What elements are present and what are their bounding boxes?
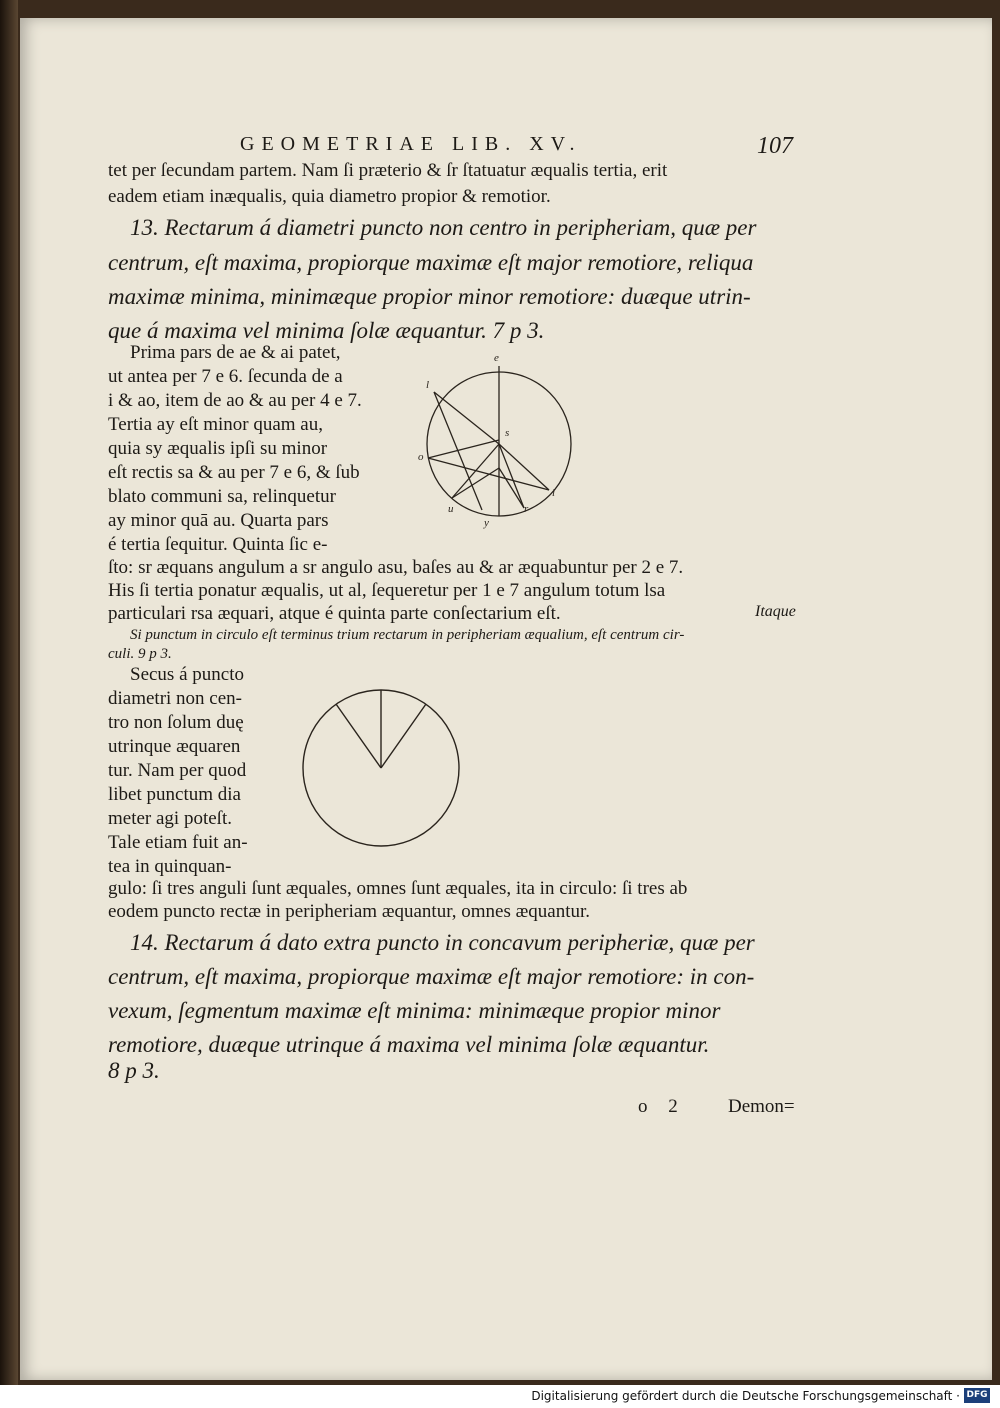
proposition-line: centrum, eſt maxima, propiorque maximæ eſt major remotiore, reliqua bbox=[108, 250, 754, 275]
figure-label: y bbox=[484, 517, 489, 529]
proof-line: utrinque æquaren bbox=[108, 736, 241, 757]
figure-label: s bbox=[505, 427, 510, 439]
proof-line: Tale etiam fuit an- bbox=[108, 832, 248, 853]
proof-line: tur. Nam per quod bbox=[108, 760, 247, 781]
three-radii-circle-diagram bbox=[300, 682, 462, 850]
page-number: 107 bbox=[757, 133, 793, 159]
proposition-line: remotiore, duæque utrinque á maxima vel minima ſolæ æquantur. bbox=[108, 1032, 710, 1057]
figure-label: r bbox=[524, 503, 529, 515]
proof-line: ſto: sr æquans angulum a sr angulo asu, baſes au & ar æquabuntur per 2 e 7. bbox=[108, 557, 684, 578]
figure-label: o bbox=[418, 451, 424, 463]
proposition-line: vexum, ſegmentum maximæ eſt minima: minimæque propior minor bbox=[108, 998, 721, 1023]
proof-line: eſt rectis sa & au per 7 e 6, & ſub bbox=[108, 462, 360, 483]
proof-line: é tertia ſequitur. Quinta ſic e- bbox=[108, 534, 328, 555]
proposition-line: maximæ minima, minimæque propior minor remotiore: duæque utrin- bbox=[108, 284, 751, 309]
proposition-line: 13. Rectarum á diametri puncto non centro in peripheriam, quæ per bbox=[130, 215, 757, 240]
proof-line: diametri non cen- bbox=[108, 688, 243, 709]
proposition-line: 14. Rectarum á dato extra puncto in concavum peripheriæ, quæ per bbox=[130, 930, 755, 955]
figure-label: e bbox=[494, 352, 499, 364]
corollary-line: Si punctum in circulo eſt terminus trium rectarum in peripheriam æqualium, eſt centrum cir- bbox=[130, 627, 685, 643]
digitization-notice: Digitalisierung gefördert durch die Deutsche Forschungsgemeinschaft · bbox=[531, 1389, 960, 1403]
proof-line: ut antea per 7 e 6. ſecunda de a bbox=[108, 366, 343, 387]
proof-line: eodem puncto rectæ in peripheriam æquantur, omnes æquantur. bbox=[108, 901, 591, 922]
proof-line: Secus á puncto bbox=[130, 664, 244, 685]
proposition-line: que á maxima vel minima ſolæ æquantur. 7 p 3. bbox=[108, 318, 545, 343]
corollary-line: culi. 9 p 3. bbox=[108, 646, 172, 662]
proof-line: blato communi sa, relinquetur bbox=[108, 486, 336, 507]
figure-label: u bbox=[448, 503, 454, 515]
proof-line: quia sy æqualis ipſi su minor bbox=[108, 438, 328, 459]
book-gutter bbox=[0, 0, 18, 1385]
proof-line: libet punctum dia bbox=[108, 784, 241, 805]
proof-line: ay minor quā au. Quarta pars bbox=[108, 510, 329, 531]
text-line: eadem etiam inæqualis, quia diametro propior & remotior. bbox=[108, 186, 551, 207]
proof-line: tro non ſolum duę bbox=[108, 712, 244, 733]
signature-mark: o 2 bbox=[638, 1096, 686, 1117]
proof-line: particulari rsa æquari, atque é quinta parte conſectarium eſt. bbox=[108, 603, 561, 624]
running-title: GEOMETRIAE LIB. XV. bbox=[240, 133, 582, 155]
proof-line: i & ao, item de ao & au per 4 e 7. bbox=[108, 390, 362, 411]
proof-line: Prima pars de ae & ai patet, bbox=[130, 342, 341, 363]
circle-figure-diagram bbox=[412, 348, 584, 530]
radius-line bbox=[336, 704, 381, 768]
proof-line: meter agi poteſt. bbox=[108, 808, 232, 829]
catchword: Itaque bbox=[755, 603, 796, 620]
proof-line: His ſi tertia ponatur æqualis, ut al, ſequeretur per 1 e 7 angulum totum lsa bbox=[108, 580, 666, 601]
radius-line bbox=[381, 704, 426, 768]
figure-label: l bbox=[552, 487, 556, 499]
text-line: tet per ſecundam partem. Nam ſi præterio & ſr ſtatuatur æqualis tertia, erit bbox=[108, 160, 668, 181]
catchword: Demon= bbox=[728, 1096, 795, 1117]
proposition-line: 8 p 3. bbox=[108, 1058, 160, 1083]
proposition-line: centrum, eſt maxima, propiorque maximæ eſt major remotiore: in con- bbox=[108, 964, 755, 989]
proof-line: Tertia ay eſt minor quam au, bbox=[108, 414, 323, 435]
dfg-logo-icon: DFG bbox=[964, 1388, 990, 1403]
figure-label: l bbox=[426, 379, 430, 391]
proof-line: tea in quinquan- bbox=[108, 856, 232, 877]
proof-line: gulo: ſi tres anguli ſunt æquales, omnes ſunt æquales, ita in circulo: ſi tres ab bbox=[108, 878, 688, 899]
